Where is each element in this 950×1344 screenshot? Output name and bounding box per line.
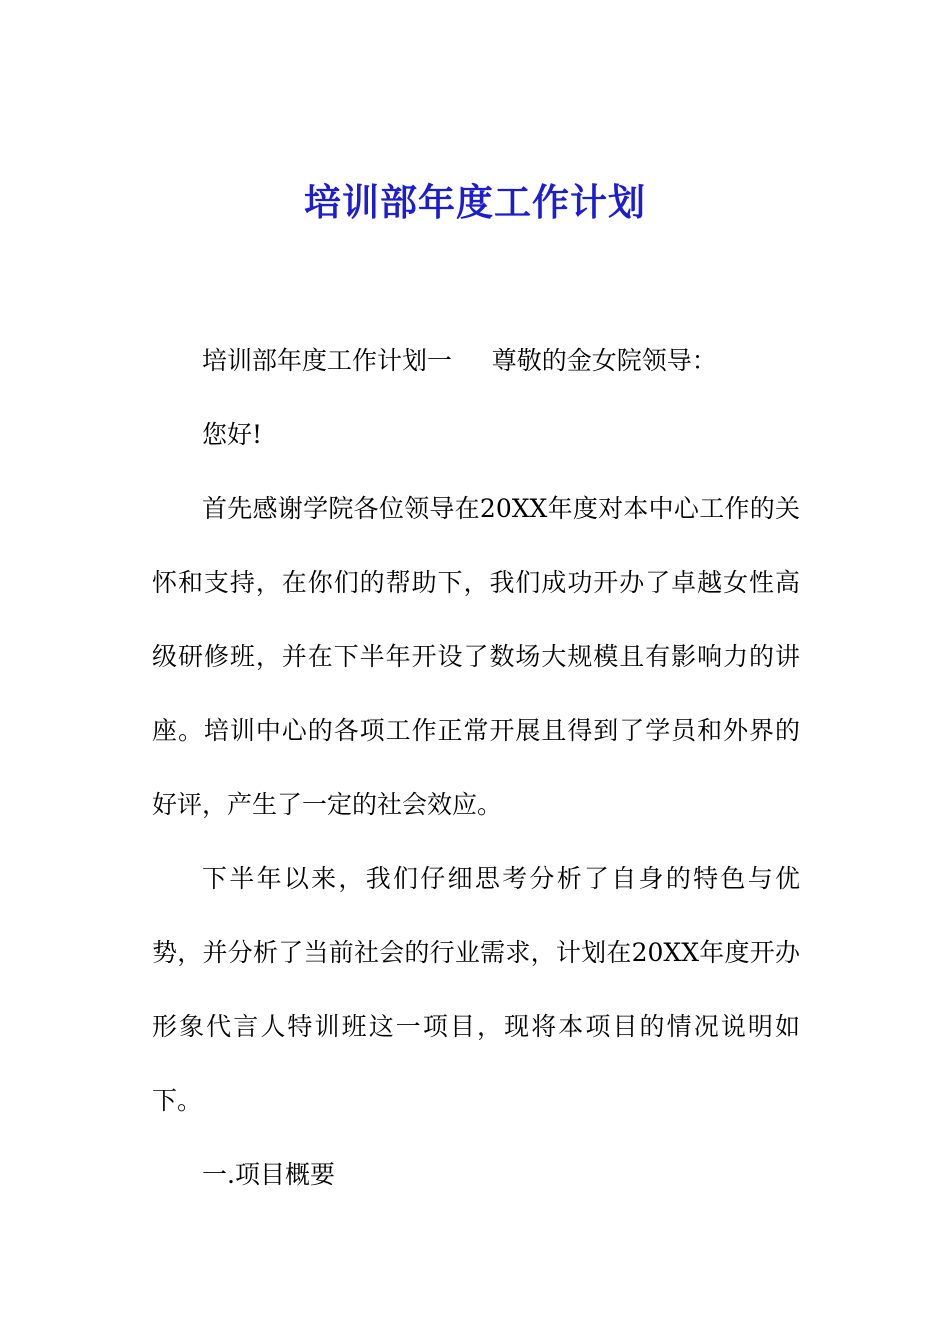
- section-heading-overview: 一.项目概要: [202, 1160, 335, 1189]
- paragraph-greeting: 您好!: [202, 420, 263, 449]
- document-title: 培训部年度工作计划: [304, 180, 646, 224]
- paragraph-heading-line: 培训部年度工作计划一 尊敬的金女院领导：: [202, 346, 717, 375]
- paragraph-thanks: 首先感谢学院各位领导在20XX年度对本中心工作的关怀和支持，在你们的帮助下，我们成功开办了卓越女性高级研修班，并在下半年开设了数场大规模且有影响力的讲座。培训中心的各项工作正常开展且得到了学员和外界的好评，产生了一定的社会效应。: [152, 494, 800, 819]
- document-body: [152, 324, 800, 1212]
- paragraph-plan: 下半年以来，我们仔细思考分析了自身的特色与优势，并分析了当前社会的行业需求，计划在20XX年度开办形象代言人特训班这一项目，现将本项目的情况说明如下。: [152, 864, 800, 1115]
